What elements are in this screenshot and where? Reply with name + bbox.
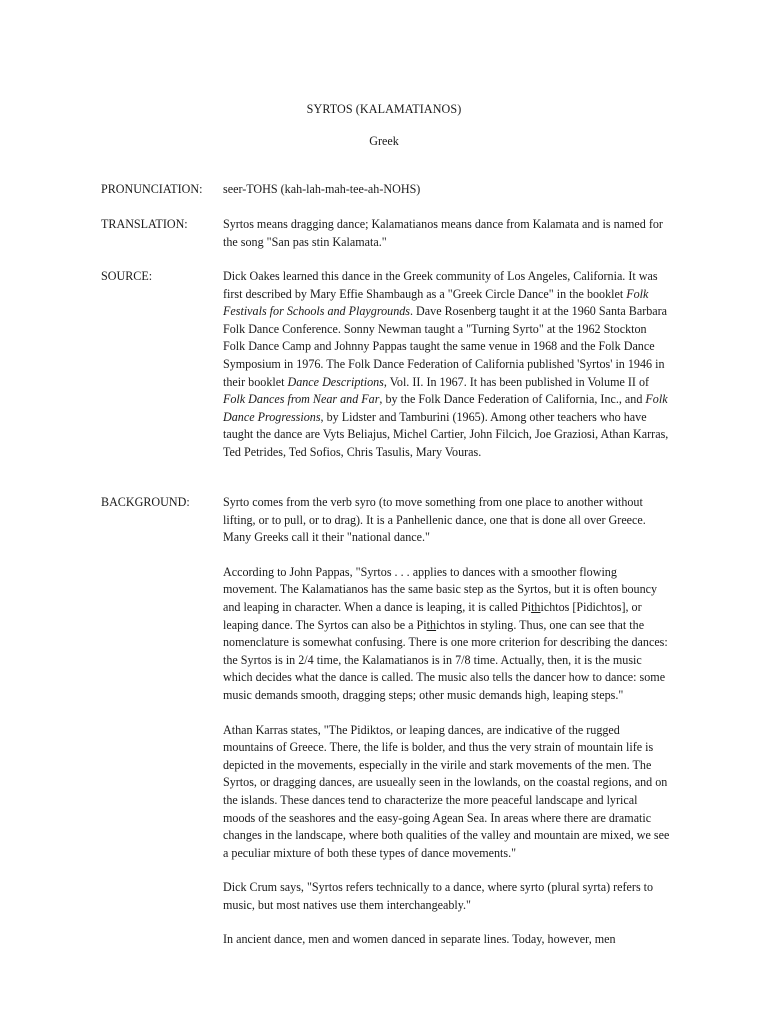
section-background (101, 494, 671, 1024)
paragraph-text-part: ichtos in styling. Thus, one can see that the nomenclature is somewhat confusing. There is one more criterion for describing the dances: the Syrtos is in 2/4 time, the Kalamatianos is in 7/8 time. Actually, then, it is the music which decides what the dance is called. The music also tells the dancer how to dance: some music demands smooth, dragging steps; other music demands high, leaping steps." (223, 617, 668, 702)
source-title-dance-descriptions: Dance Descriptions (287, 374, 384, 389)
source-text-part: . Dave Rosenberg taught it at the 1960 Santa Barbara Folk Dance Conference. Sonny Newman taught a "Turning Syrto" at the 1962 Stockton Folk Dance Camp and Johnny Pappas taught the same venue in 1968 and the Folk Dance Symposium in 1976. The Folk Dance Federation of California published 'Syrtos' in 1946 in their booklet (223, 304, 668, 389)
pronunciation-text: seer-TOHS (kah-lah-mah-tee-ah-NOHS) (223, 182, 421, 196)
section-pronunciation (101, 181, 671, 201)
background-label: BACKGROUND: (101, 495, 190, 509)
source-text-part: , by Lidster and Tamburini (1965). Among other teachers who have taught the dance are Vyts Beliajus, Michel Cartier, John Filcich, Joe Graziosi, Athan Karras, Ted Petrides, Ted Sofios, Chris Tasulis, Mary Vouras. (223, 409, 669, 459)
underlined-text: th (426, 617, 437, 632)
source-title-progressions: Folk Dance Progressions (223, 392, 668, 424)
page-title: SYRTOS (KALAMATIANOS) (306, 102, 462, 116)
source-text (223, 268, 671, 462)
translation-text: Syrtos means dragging dance; Kalamatianos means dance from Kalamata and is named for the song "San pas stin Kalamata." (223, 217, 663, 249)
source-label: SOURCE: (101, 269, 153, 283)
pronunciation-label: PRONUNCIATION: (101, 182, 203, 196)
paragraph-text-part: According to John Pappas, "Syrtos . . . applies to dances with a smoother flowing movement. The Kalamatianos has the same basic step as the Syrtos, but it is often bouncy and leaping in character. When a dance is leaping, it is called Pi (223, 564, 658, 614)
section-translation (101, 216, 671, 254)
background-text (223, 494, 671, 949)
source-title-near-and-far: Folk Dances from Near and Far (223, 392, 380, 407)
source-text-part: Dick Oakes learned this dance in the Greek community of Los Angeles, California. It was first described by Mary Effie Shambaugh as a "Greek Circle Dance" in the booklet (223, 269, 658, 301)
background-paragraph-5: In ancient dance, men and women danced in separate lines. Today, however, men (223, 932, 616, 947)
section-source (101, 268, 671, 480)
source-text-part: , by the Folk Dance Federation of California, Inc., and (379, 392, 646, 407)
source-text-part: , Vol. II. In 1967. It has been published in Volume II of (383, 374, 650, 389)
source-title-folk-festivals: Folk Festivals for Schools and Playgrounds (223, 286, 649, 319)
underlined-text: th (531, 599, 541, 614)
translation-label: TRANSLATION: (101, 217, 188, 231)
background-paragraph-1: Syrto comes from the verb syro (to move something from one place to another without lifting, or to pull, or to drag). It is a Panhellenic dance, one that is done all over Greece. Many Greeks call it their "national dance." (223, 495, 646, 545)
background-paragraph-4: Dick Crum says, "Syrtos refers technically to a dance, where syrto (plural syrta) refers to music, but most natives use them interchangeably." (223, 880, 654, 912)
background-paragraph-3: Athan Karras states, "The Pidiktos, or leaping dances, are indicative of the rugged mountains of Greece. There, the life is bolder, and thus the very strain of mountain life is depicted in the movements, especially in the virile and stark movements of the men. The Syrtos, or dragging dances, are usueally seen in the lowlands, on the coastal regions, and on the islands. These dances tend to characterize the more peaceful landscape and lyrical moods of the seashores and the easy-going Agean Sea. In areas where there are dramatic changes in the landscape, where both qualities of the valley and mountain are mixed, we see a peculiar mixture of both these types of dance movements." (223, 722, 670, 860)
background-paragraph-2 (223, 564, 671, 705)
paragraph-text-part: ichtos [Pidichtos], or leaping dance. The Syrtos can also be a Pi (223, 599, 642, 632)
page-subtitle: Greek (369, 134, 399, 148)
